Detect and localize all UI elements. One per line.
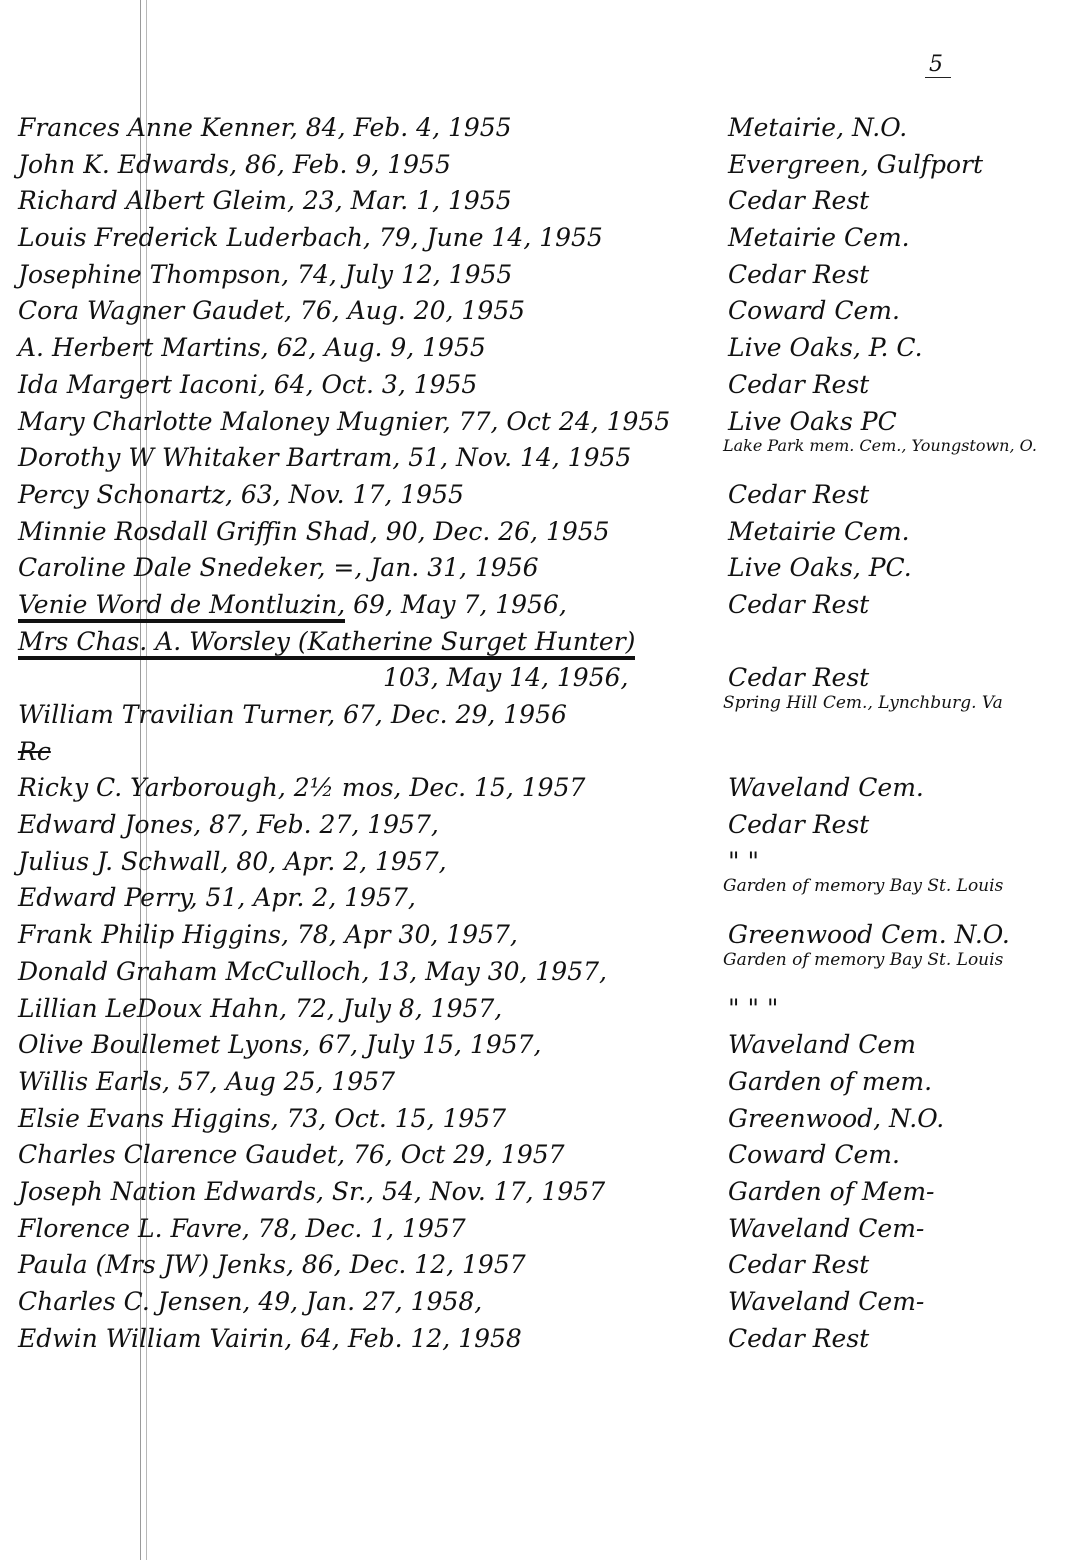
entry-line [18, 880, 416, 916]
entry-name: Mary Charlotte Maloney Mugnier, [18, 406, 451, 436]
list-item [18, 550, 1048, 587]
entry-date: Aug. 9, 1955 [316, 333, 486, 363]
list-item [18, 110, 1048, 147]
entry-age: 54, [374, 1176, 422, 1206]
entry-line [18, 1174, 605, 1210]
entry-cemetery: " " [728, 846, 759, 876]
list-item [18, 1284, 1048, 1321]
entry-line [18, 1247, 526, 1283]
entry-cemetery: Garden of memory Bay St. Louis [723, 876, 1004, 897]
entry-cemetery: Metairie, N.O. [728, 113, 908, 142]
entry-name: Charles Clarence Gaudet, [18, 1140, 346, 1170]
entry-cemetery: Cedar Rest [728, 589, 870, 619]
list-item [18, 660, 1048, 697]
entry-name: Minnie Rosdall Griffin Shad, [18, 516, 378, 546]
entry-cemetery: Waveland Cem- [728, 1213, 925, 1243]
entry-line [18, 257, 512, 293]
list-item [18, 367, 1048, 404]
entry-line [18, 404, 670, 440]
entry-date: July 12, 1955 [336, 259, 513, 289]
list-item [18, 477, 1048, 514]
entry-age: =, [325, 553, 363, 583]
list-item [18, 1174, 1048, 1211]
entry-line [18, 514, 610, 550]
entry-line [18, 110, 512, 146]
entry-name: Venie Word de Montluzin, [18, 590, 345, 623]
entry-age: 77, [450, 406, 499, 436]
entry-line [18, 1101, 506, 1137]
entry-age: 23, [294, 186, 343, 216]
entry-cemetery: Coward Cem. [728, 1140, 900, 1170]
list-item [18, 734, 1048, 771]
entry-name: Percy Schonartz, [18, 479, 233, 509]
entry-line [18, 954, 607, 990]
entry-line [18, 1211, 466, 1247]
list-item [18, 147, 1048, 184]
entry-cemetery: Garden of mem. [728, 1066, 933, 1096]
entry-name: Elsie Evans Higgins, [18, 1103, 279, 1133]
list-item [18, 770, 1048, 807]
list-item [18, 1027, 1048, 1064]
entry-age: 62, [268, 333, 317, 363]
entry-name: Donald Graham McCulloch, [18, 956, 370, 986]
entry-name: A. Herbert Martins, [18, 333, 269, 363]
entry-cemetery: Live Oaks PC [728, 406, 897, 436]
entry-age: 79, [370, 223, 419, 253]
list-item [18, 1247, 1048, 1284]
entry-cemetery: Coward Cem. [728, 296, 900, 326]
list-item [18, 436, 1048, 477]
entry-name: Willis Earls, [18, 1066, 170, 1096]
entry-line [18, 991, 502, 1027]
entry-cemetery: Waveland Cem [728, 1030, 916, 1060]
entry-cemetery: Cedar Rest [728, 479, 870, 509]
entry-line [18, 734, 51, 770]
entry-name: Joseph Nation Edwards, Sr., [18, 1176, 375, 1206]
entry-name: Florence L. Favre, [18, 1213, 250, 1243]
list-item [18, 1064, 1048, 1101]
entry-age: 84, [297, 113, 346, 142]
entry-age: 51, [400, 443, 449, 473]
entry-date: Apr. 2, 1957, [276, 846, 447, 876]
entry-line [18, 1064, 395, 1100]
entry-date: Aug 25, 1957 [217, 1066, 396, 1096]
entry-cemetery: Live Oaks, PC. [728, 553, 912, 583]
entry-line [18, 697, 567, 733]
entry-date: June 14, 1955 [418, 223, 603, 253]
entry-line [18, 1137, 565, 1173]
entry-date: Feb. 12, 1958 [339, 1323, 522, 1353]
list-item [18, 404, 1048, 441]
entry-name: Paula (Mrs JW) Jenks, [18, 1250, 294, 1280]
entry-cemetery: Spring Hill Cem., Lynchburg. Va [723, 693, 1003, 713]
entry-age: 69, [345, 589, 393, 619]
entry-line [18, 330, 486, 366]
entry-date: May 30, 1957, [417, 956, 607, 986]
entry-line [18, 477, 464, 513]
entry-age: 86, [237, 149, 285, 179]
entry-line [18, 587, 567, 623]
entry-age: 87, [201, 810, 249, 840]
entry-age: 76, [291, 296, 340, 326]
entry-age: 63, [232, 479, 281, 509]
entry-date: July 15, 1957, [358, 1030, 542, 1060]
entry-date: Dec. 15, 1957 [401, 773, 586, 803]
entry-date: Oct 24, 1955 [498, 406, 671, 436]
entry-name: Frances Anne Kenner, [18, 113, 298, 142]
entry-age: 67, [310, 1030, 359, 1060]
entry-line [18, 293, 525, 329]
entry-date: Feb. 9, 1955 [284, 149, 451, 179]
list-item [18, 624, 1048, 661]
entry-name: Louis Frederick Luderbach, [18, 223, 371, 253]
entry-line [18, 807, 439, 843]
list-item [18, 844, 1048, 881]
entry-cemetery: Cedar Rest [728, 1323, 870, 1353]
list-item [18, 514, 1048, 551]
entry-line [18, 1284, 482, 1320]
list-item [18, 693, 1048, 734]
entry-name: Mrs Chas. A. Worsley (Katherine Surget Hunter) [18, 627, 635, 660]
list-item [18, 220, 1048, 257]
list-item [18, 587, 1048, 624]
entry-name: Charles C. Jensen, [18, 1287, 251, 1316]
entry-cemetery: Evergreen, Gulfport [728, 149, 984, 179]
entry-date: Dec. 1, 1957 [297, 1213, 466, 1243]
entry-date: Dec. 26, 1955 [425, 516, 610, 546]
entry-cemetery: Metairie Cem. [728, 223, 910, 253]
entry-name: Frank Philip Higgins, [18, 920, 289, 950]
entry-age: 49, [250, 1287, 299, 1316]
entry-cemetery: Cedar Rest [728, 369, 870, 399]
list-item [18, 917, 1048, 954]
entry-name: Ida Margert Iaconi, [18, 369, 266, 399]
entry-age: 72, [287, 993, 335, 1023]
list-item [18, 991, 1048, 1028]
entry-cemetery: Greenwood Cem. N.O. [728, 920, 1010, 950]
list-item [18, 1101, 1048, 1138]
entry-cemetery: Garden of memory Bay St. Louis [723, 949, 1004, 970]
entry-name: Cora Wagner Gaudet, [18, 296, 292, 326]
list-item [18, 807, 1048, 844]
entry-cemetery: " " " [728, 993, 779, 1023]
entry-age: 86, [293, 1250, 342, 1280]
list-item [18, 330, 1048, 367]
entry-line [18, 367, 477, 403]
entry-cemetery: Garden of Mem- [728, 1176, 935, 1206]
entry-cemetery: Waveland Cem. [728, 773, 924, 803]
entry-date: Jan. 31, 1956 [362, 553, 539, 583]
entry-age: 73, [278, 1103, 327, 1133]
entry-date: Nov. 17, 1957 [421, 1176, 606, 1206]
entry-age: 57, [169, 1066, 218, 1096]
list-item [18, 1137, 1048, 1174]
entry-name: Richard Albert Gleim, [18, 186, 295, 216]
entry-name: Josephine Thompson, [18, 259, 290, 289]
entry-line [18, 1321, 522, 1357]
entry-cemetery: Cedar Rest [728, 663, 870, 693]
entry-cemetery: Cedar Rest [728, 259, 870, 289]
entry-name: Edward Jones, [18, 810, 202, 840]
entry-age: 78, [249, 1213, 298, 1243]
entry-line [18, 147, 451, 183]
entry-age: 90, [377, 516, 426, 546]
entry-cemetery: Metairie Cem. [728, 516, 910, 546]
entry-age: 13, [369, 956, 418, 986]
entry-age: 80, [228, 846, 277, 876]
entry-line [383, 660, 628, 696]
entry-name: Edwin William Vairin, [18, 1323, 293, 1353]
entry-date: Apr. 2, 1957, [245, 883, 416, 913]
entry-line [18, 770, 585, 806]
entry-cemetery: Cedar Rest [728, 186, 870, 216]
entry-age: 64, [292, 1323, 340, 1353]
entry-age: 2½ mos, [285, 773, 402, 803]
entry-name: Olive Boullemet Lyons, [18, 1030, 311, 1060]
entry-name: 103, [383, 663, 439, 693]
entry-date: Mar. 1, 1955 [342, 186, 512, 216]
entry-name: Lillian LeDoux Hahn, [18, 993, 288, 1023]
entry-name: Edward Perry, [18, 883, 198, 913]
entry-name: Dorothy W Whitaker Bartram, [18, 443, 401, 473]
entry-age: 51, [197, 883, 246, 913]
entry-line [18, 624, 635, 660]
entry-date: Apr 30, 1957, [336, 920, 518, 950]
entry-cemetery: Cedar Rest [728, 810, 870, 840]
entry-line [18, 844, 447, 880]
entry-date: Dec. 29, 1956 [382, 700, 567, 729]
entry-line [18, 440, 631, 476]
entry-name: Caroline Dale Snedeker, [18, 553, 326, 583]
entry-date: Aug. 20, 1955 [339, 296, 526, 326]
entry-line [18, 917, 518, 953]
entry-cemetery: Lake Park mem. Cem., Youngstown, O. [723, 436, 1037, 456]
entry-line [18, 550, 539, 586]
entry-date: Oct 29, 1957 [392, 1140, 565, 1170]
entry-line [18, 183, 512, 219]
entry-cemetery: Greenwood, N.O. [728, 1103, 945, 1133]
entry-age: 74, [289, 259, 337, 289]
list-item [18, 949, 1048, 991]
entry-line [18, 220, 603, 256]
entry-name: John K. Edwards, [18, 149, 238, 179]
list-item [18, 257, 1048, 294]
entry-date: Dec. 12, 1957 [341, 1250, 526, 1280]
entry-name: Rc [18, 736, 51, 766]
entry-name: Julius J. Schwall, [18, 846, 229, 876]
entry-cemetery: Waveland Cem- [728, 1287, 925, 1316]
entry-date: Nov. 17, 1955 [280, 479, 464, 509]
page-number: 5 [925, 52, 951, 78]
list-item [18, 1321, 1048, 1358]
entry-name: William Travilian Turner, [18, 700, 336, 729]
entry-date: July 8, 1957, [334, 993, 503, 1023]
entry-line [18, 1027, 542, 1063]
list-item [18, 1211, 1048, 1248]
entry-date: May 7, 1956, [392, 589, 567, 619]
entry-age: 78, [288, 920, 337, 950]
entry-date: Feb. 4, 1955 [345, 113, 512, 142]
entry-date: Oct. 15, 1957 [326, 1103, 507, 1133]
list-item [18, 293, 1048, 330]
entry-date: Feb. 27, 1957, [248, 810, 439, 840]
entry-age: 67, [335, 700, 383, 729]
entry-cemetery: Live Oaks, P. C. [728, 333, 923, 363]
entry-date: Jan. 27, 1958, [298, 1287, 483, 1316]
entry-date: Nov. 14, 1955 [448, 443, 632, 473]
burial-record-list [18, 110, 1048, 1357]
entry-date: Oct. 3, 1955 [313, 369, 478, 399]
entry-name: Ricky C. Yarborough, [18, 773, 286, 803]
list-item [18, 876, 1048, 917]
entry-age: 64, [265, 369, 314, 399]
entry-date: May 14, 1956, [438, 663, 629, 693]
entry-age: 76, [345, 1140, 393, 1170]
list-item [18, 183, 1048, 220]
entry-cemetery: Cedar Rest [728, 1250, 870, 1280]
